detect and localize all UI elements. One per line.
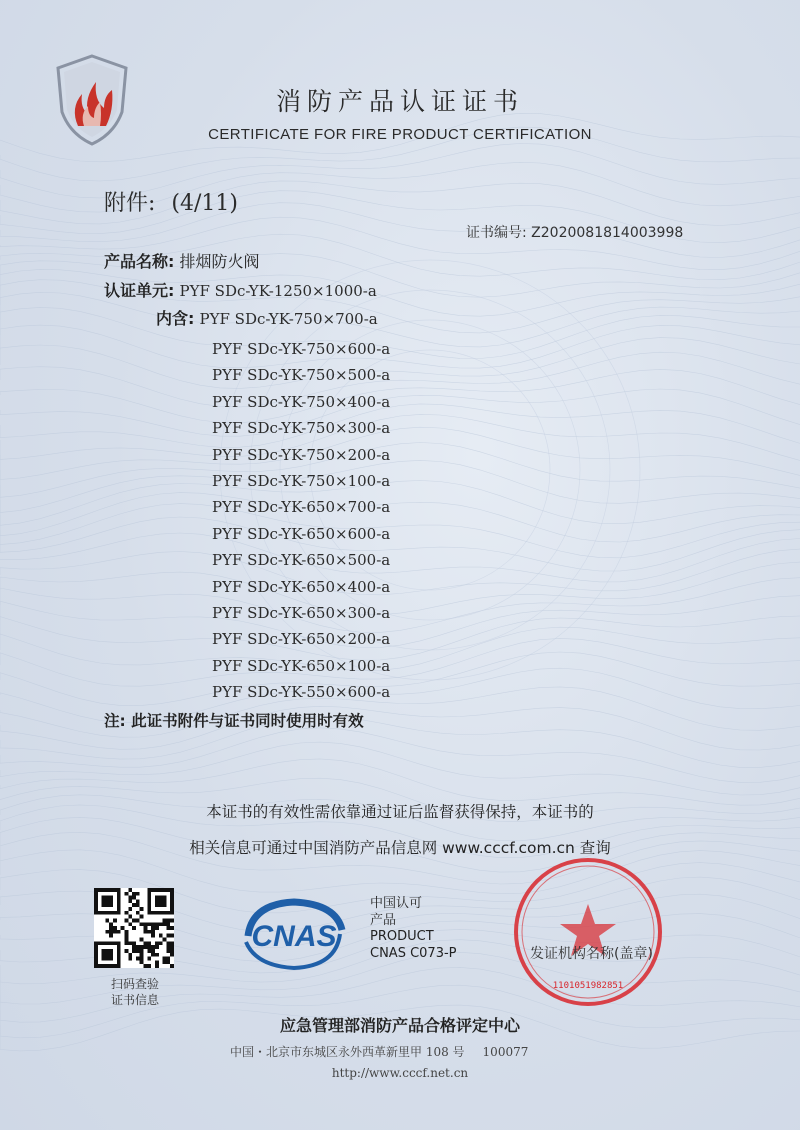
notice-line-2: 相关信息可通过中国消防产品信息网 www.cccf.com.cn 查询: [189, 839, 611, 857]
model-item: PYF SDc-YK-650×300-a: [212, 603, 391, 622]
certification-unit-row: [104, 278, 377, 301]
cnas-line-4: CNAS C073-P: [370, 945, 457, 961]
model-item: PYF SDc-YK-750×500-a: [212, 366, 391, 385]
qr-caption-2: 证书信息: [110, 993, 159, 1007]
product-name-value: 排烟防火阀: [179, 252, 260, 271]
model-item: PYF SDc-YK-750×400-a: [212, 392, 391, 411]
model-item: PYF SDc-YK-650×100-a: [212, 656, 391, 675]
attachment-number: (4/11): [171, 191, 238, 216]
model-item: PYF SDc-YK-650×400-a: [212, 577, 391, 596]
issuer-seal-label: 发证机构名称(盖章): [530, 946, 653, 962]
certificate-title-en: CERTIFICATE FOR FIRE PRODUCT CERTIFICATION: [208, 126, 592, 143]
website-link[interactable]: http://www.cccf.net.cn: [331, 1066, 469, 1080]
postal-code: 100077: [482, 1045, 529, 1059]
model-item: PYF SDc-YK-650×700-a: [212, 498, 391, 517]
qr-caption-1: 扫码查验: [110, 977, 159, 991]
model-item: PYF SDc-YK-750×100-a: [212, 471, 391, 490]
issuing-organization: 应急管理部消防产品合格评定中心: [279, 1016, 520, 1035]
certificate-number-value: Z2020081814003998: [531, 225, 684, 241]
cnas-logo-icon: [232, 896, 356, 974]
model-item: PYF SDc-YK-650×500-a: [212, 551, 391, 570]
cnas-line-2: 产品: [370, 912, 397, 928]
validity-note: 注: 此证书附件与证书同时使用时有效: [104, 712, 364, 730]
model-item: PYF SDc-YK-750×200-a: [212, 445, 391, 464]
contents-row: [156, 306, 378, 329]
cnas-line-3: PRODUCT: [370, 929, 434, 944]
attachment-index: [104, 186, 238, 217]
cnas-accreditation-text: [370, 896, 457, 962]
model-item: PYF SDc-YK-550×600-a: [212, 683, 391, 702]
model-item: PYF SDc-YK-650×600-a: [212, 524, 391, 543]
certification-unit-value: PYF SDc-YK-1250×1000-a: [179, 282, 377, 300]
notice-line-1: 本证书的有效性需依靠通过证后监督获得保持，本证书的: [206, 803, 594, 821]
attachment-label: 附件:: [104, 191, 156, 216]
product-name-label: 产品名称:: [104, 252, 175, 271]
address-text: 中国・北京市东城区永外西革新里甲 108 号: [230, 1045, 465, 1059]
model-list: [212, 336, 390, 705]
model-item: PYF SDc-YK-750×600-a: [212, 340, 391, 358]
contents-label: 内含:: [156, 309, 195, 328]
product-name-row: [104, 249, 260, 272]
qr-code[interactable]: [94, 888, 174, 968]
organization-address: [230, 1043, 528, 1060]
seal-number: 1101051982851: [552, 981, 624, 991]
certificate-number: [466, 222, 683, 242]
certification-unit-label: 认证单元:: [104, 281, 175, 300]
official-seal-stamp: [512, 856, 664, 1008]
model-item: PYF SDc-YK-650×200-a: [212, 630, 391, 649]
contents-first-item: PYF SDc-YK-750×700-a: [199, 310, 378, 328]
cnas-line-1: 中国认可: [370, 896, 423, 911]
certificate-title-cn: 消防产品认证证书: [275, 87, 524, 116]
cnas-logo-text: CNAS: [251, 920, 337, 953]
model-item: PYF SDc-YK-750×300-a: [212, 419, 391, 438]
certificate-number-label: 证书编号:: [466, 225, 527, 241]
